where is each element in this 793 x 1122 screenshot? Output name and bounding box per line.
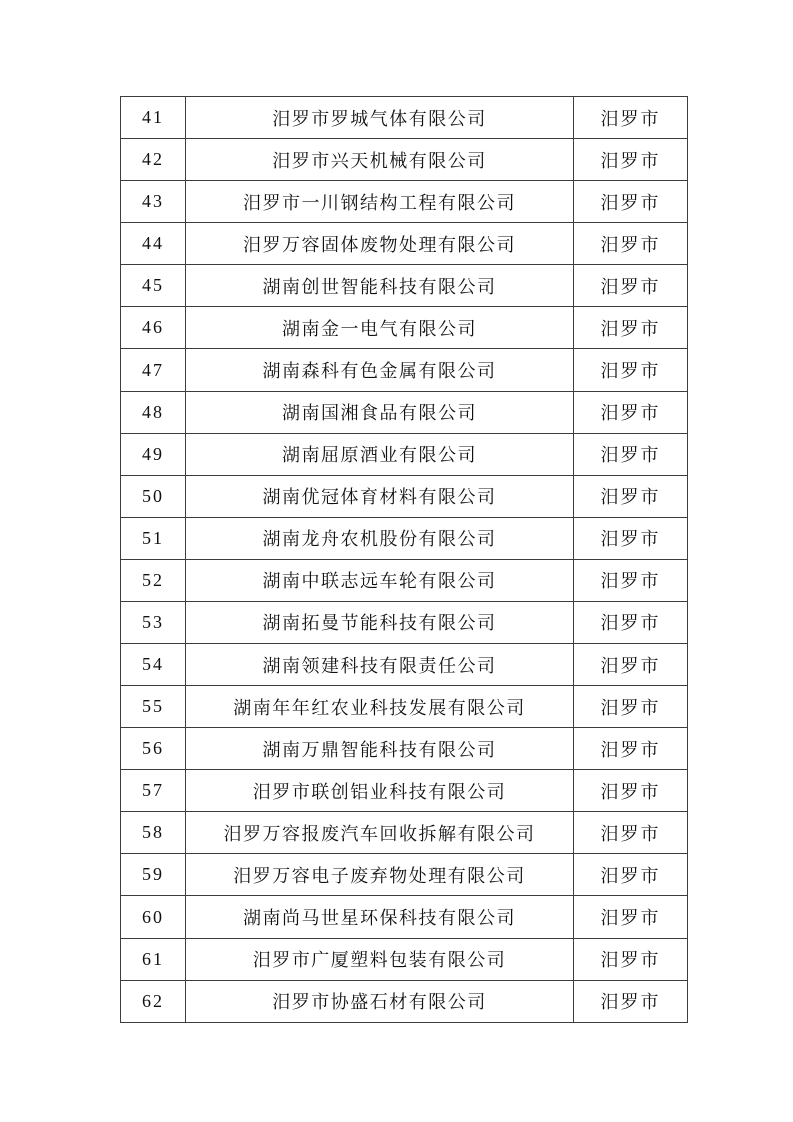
company-name: 湖南优冠体育材料有限公司 [186, 475, 574, 517]
table-row [121, 938, 688, 980]
city-name: 汨罗市 [574, 644, 688, 686]
company-name: 汨罗万容固体废物处理有限公司 [186, 223, 574, 265]
row-index: 42 [121, 139, 186, 181]
row-index: 57 [121, 770, 186, 812]
row-index: 43 [121, 181, 186, 223]
row-index: 61 [121, 938, 186, 980]
company-name: 湖南中联志远车轮有限公司 [186, 559, 574, 601]
company-name: 湖南国湘食品有限公司 [186, 391, 574, 433]
table-row [121, 517, 688, 559]
city-name: 汨罗市 [574, 728, 688, 770]
row-index: 41 [121, 97, 186, 139]
company-name: 湖南屈原酒业有限公司 [186, 433, 574, 475]
row-index: 51 [121, 517, 186, 559]
city-name: 汨罗市 [574, 181, 688, 223]
city-name: 汨罗市 [574, 97, 688, 139]
row-index: 48 [121, 391, 186, 433]
table-row [121, 349, 688, 391]
row-index: 46 [121, 307, 186, 349]
table-body [121, 97, 688, 1023]
company-list-table [120, 96, 688, 1023]
company-name: 汨罗市联创铝业科技有限公司 [186, 770, 574, 812]
row-index: 52 [121, 559, 186, 601]
row-index: 59 [121, 854, 186, 896]
city-name: 汨罗市 [574, 770, 688, 812]
company-name: 湖南龙舟农机股份有限公司 [186, 517, 574, 559]
company-name: 湖南拓曼节能科技有限公司 [186, 601, 574, 643]
row-index: 55 [121, 686, 186, 728]
table-row [121, 812, 688, 854]
table-row [121, 97, 688, 139]
table-row [121, 139, 688, 181]
table-row [121, 223, 688, 265]
table-row [121, 854, 688, 896]
table-row [121, 307, 688, 349]
company-name: 湖南金一电气有限公司 [186, 307, 574, 349]
row-index: 56 [121, 728, 186, 770]
city-name: 汨罗市 [574, 265, 688, 307]
table-row [121, 770, 688, 812]
city-name: 汨罗市 [574, 475, 688, 517]
city-name: 汨罗市 [574, 433, 688, 475]
company-name: 湖南万鼎智能科技有限公司 [186, 728, 574, 770]
table-row [121, 601, 688, 643]
city-name: 汨罗市 [574, 307, 688, 349]
city-name: 汨罗市 [574, 812, 688, 854]
city-name: 汨罗市 [574, 854, 688, 896]
city-name: 汨罗市 [574, 980, 688, 1022]
city-name: 汨罗市 [574, 938, 688, 980]
row-index: 44 [121, 223, 186, 265]
company-name: 湖南领建科技有限责任公司 [186, 644, 574, 686]
table-row [121, 181, 688, 223]
city-name: 汨罗市 [574, 517, 688, 559]
city-name: 汨罗市 [574, 349, 688, 391]
city-name: 汨罗市 [574, 601, 688, 643]
table-row [121, 644, 688, 686]
row-index: 58 [121, 812, 186, 854]
company-name: 湖南森科有色金属有限公司 [186, 349, 574, 391]
table-row [121, 265, 688, 307]
city-name: 汨罗市 [574, 559, 688, 601]
company-name: 汨罗市一川钢结构工程有限公司 [186, 181, 574, 223]
company-name: 汨罗万容电子废弃物处理有限公司 [186, 854, 574, 896]
city-name: 汨罗市 [574, 896, 688, 938]
row-index: 60 [121, 896, 186, 938]
row-index: 50 [121, 475, 186, 517]
table-row [121, 980, 688, 1022]
row-index: 54 [121, 644, 186, 686]
table-row [121, 433, 688, 475]
row-index: 45 [121, 265, 186, 307]
table-row [121, 728, 688, 770]
row-index: 53 [121, 601, 186, 643]
table-row [121, 686, 688, 728]
company-name: 汨罗万容报废汽车回收拆解有限公司 [186, 812, 574, 854]
row-index: 62 [121, 980, 186, 1022]
city-name: 汨罗市 [574, 391, 688, 433]
table-row [121, 391, 688, 433]
company-name: 汨罗市协盛石材有限公司 [186, 980, 574, 1022]
company-name: 汨罗市广厦塑料包装有限公司 [186, 938, 574, 980]
table-row [121, 475, 688, 517]
city-name: 汨罗市 [574, 686, 688, 728]
company-name: 汨罗市罗城气体有限公司 [186, 97, 574, 139]
table-row [121, 896, 688, 938]
company-name: 汨罗市兴天机械有限公司 [186, 139, 574, 181]
company-name: 湖南尚马世星环保科技有限公司 [186, 896, 574, 938]
row-index: 49 [121, 433, 186, 475]
company-name: 湖南创世智能科技有限公司 [186, 265, 574, 307]
company-name: 湖南年年红农业科技发展有限公司 [186, 686, 574, 728]
table-row [121, 559, 688, 601]
city-name: 汨罗市 [574, 139, 688, 181]
city-name: 汨罗市 [574, 223, 688, 265]
row-index: 47 [121, 349, 186, 391]
